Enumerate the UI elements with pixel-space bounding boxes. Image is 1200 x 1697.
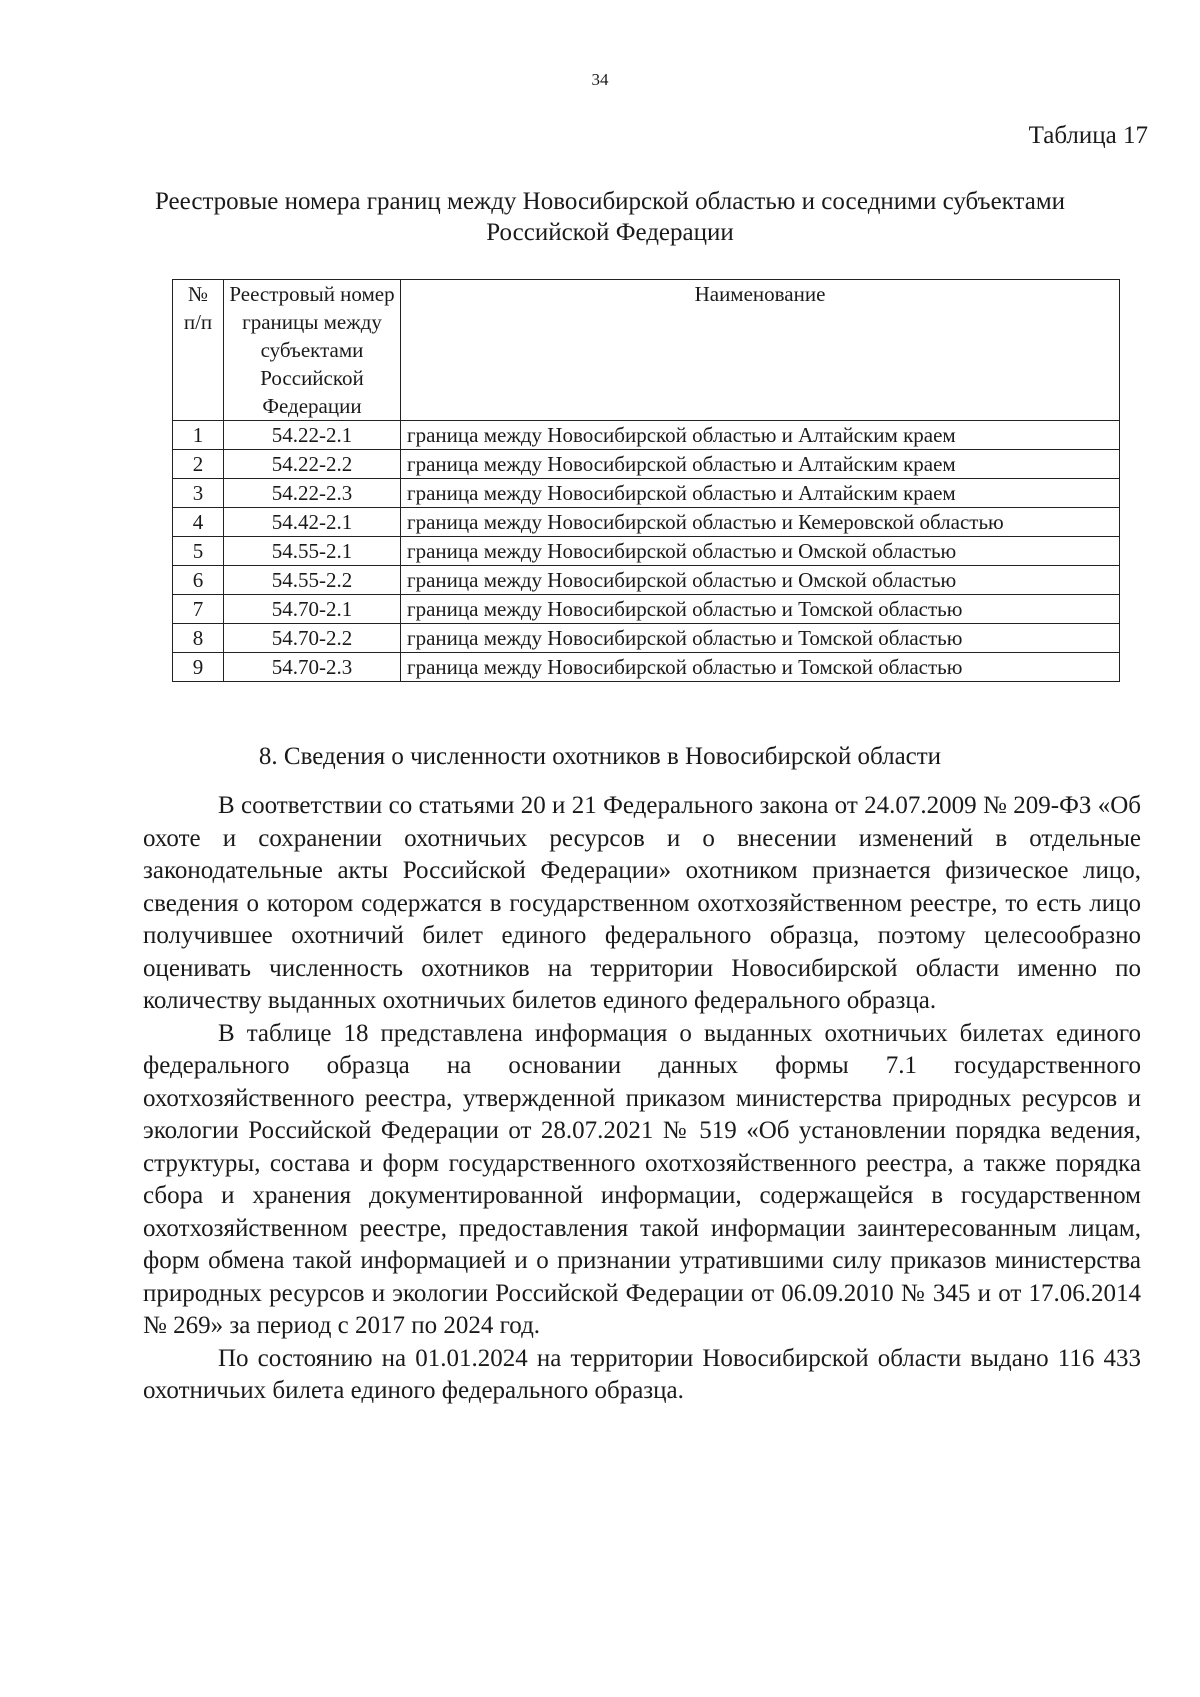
row-name: граница между Новосибирской областью и Кемеровской областью — [401, 508, 1120, 537]
row-registry-number: 54.70-2.2 — [224, 624, 401, 653]
table-title: Реестровые номера границ между Новосибирской областью и соседними субъектами Российской Федерации — [154, 188, 1066, 246]
paragraph-table-18-info: В таблице 18 представлена информация о выданных охотничьих билетах единого федерального образца на основании данных формы 7.1 государственного охотхозяйственного реестра, утвержденной приказом министерства природных ресурсов и экологии Российской Федерации от 28.07.2021 № 519 «Об установлении порядка ведения, структуры, состава и форм государственного охотхозяйственного реестра, а также порядка сбора и хранения документированной информации, содержащейся в государственном охотхозяйственном реестре, предоставления такой информации заинтересованным лицам, форм обмена такой информацией и о признании утратившими силу приказов министерства природных ресурсов и экологии Российской Федерации от 06.09.2010 № 345 и от 17.06.2014 № 269» за период с 2017 по 2024 год. — [143, 1019, 1141, 1339]
row-name: граница между Новосибирской областью и Алтайским краем — [401, 479, 1120, 508]
table-row — [173, 595, 1120, 624]
row-number: 9 — [173, 653, 224, 682]
row-name: граница между Новосибирской областью и Омской областью — [401, 566, 1120, 595]
border-registry-table — [172, 279, 1120, 682]
header-name: Наименование — [401, 280, 1120, 421]
row-registry-number: 54.70-2.3 — [224, 653, 401, 682]
row-number: 2 — [173, 450, 224, 479]
row-registry-number: 54.22-2.1 — [224, 421, 401, 450]
table-row — [173, 508, 1120, 537]
row-number: 5 — [173, 537, 224, 566]
paragraph-tickets-issued: По состоянию на 01.01.2024 на территории Новосибирской области выдано 116 433 охотничьих билета единого федерального образца. — [143, 1344, 1141, 1404]
table-row — [173, 450, 1120, 479]
section-heading: 8. Сведения о численности охотников в Новосибирской области — [258, 743, 942, 770]
row-registry-number: 54.55-2.1 — [224, 537, 401, 566]
row-number: 6 — [173, 566, 224, 595]
row-name: граница между Новосибирской областью и Алтайским краем — [401, 450, 1120, 479]
row-number: 7 — [173, 595, 224, 624]
row-name: граница между Новосибирской областью и Омской областью — [401, 537, 1120, 566]
row-name: граница между Новосибирской областью и Томской областью — [401, 595, 1120, 624]
row-registry-number: 54.42-2.1 — [224, 508, 401, 537]
header-number: № п/п — [173, 280, 224, 421]
row-registry-number: 54.22-2.2 — [224, 450, 401, 479]
table-label: Таблица 17 — [1028, 122, 1148, 149]
table-row — [173, 624, 1120, 653]
table-row — [173, 479, 1120, 508]
table-row — [173, 653, 1120, 682]
row-name: граница между Новосибирской областью и Алтайским краем — [401, 421, 1120, 450]
row-name: граница между Новосибирской областью и Томской областью — [401, 653, 1120, 682]
row-registry-number: 54.70-2.1 — [224, 595, 401, 624]
page-number: 34 — [591, 70, 609, 89]
row-number: 3 — [173, 479, 224, 508]
body-text — [143, 790, 1141, 1408]
row-registry-number: 54.55-2.2 — [224, 566, 401, 595]
table-row — [173, 537, 1120, 566]
row-number: 1 — [173, 421, 224, 450]
table-row — [173, 566, 1120, 595]
row-number: 8 — [173, 624, 224, 653]
row-number: 4 — [173, 508, 224, 537]
row-registry-number: 54.22-2.3 — [224, 479, 401, 508]
paragraph-legal-basis: В соответствии со статьями 20 и 21 Федерального закона от 24.07.2009 № 209-ФЗ «Об охоте и сохранении охотничьих ресурсов и о внесении изменений в отдельные законодательные акты Российской Федерации» охотником признается физическое лицо, сведения о котором содержатся в государственном охотхозяйственном реестре, то есть лицо получившее охотничий билет единого федерального образца, поэтому целесообразно оценивать численность охотников на территории Новосибирской области именно по количеству выданных охотничьих билетов единого федерального образца. — [143, 792, 1141, 1014]
header-registry-number: Реестровый номер границы между субъектами Российской Федерации — [224, 280, 401, 421]
row-name: граница между Новосибирской областью и Томской областью — [401, 624, 1120, 653]
table-row — [173, 421, 1120, 450]
table-header-row — [173, 280, 1120, 421]
